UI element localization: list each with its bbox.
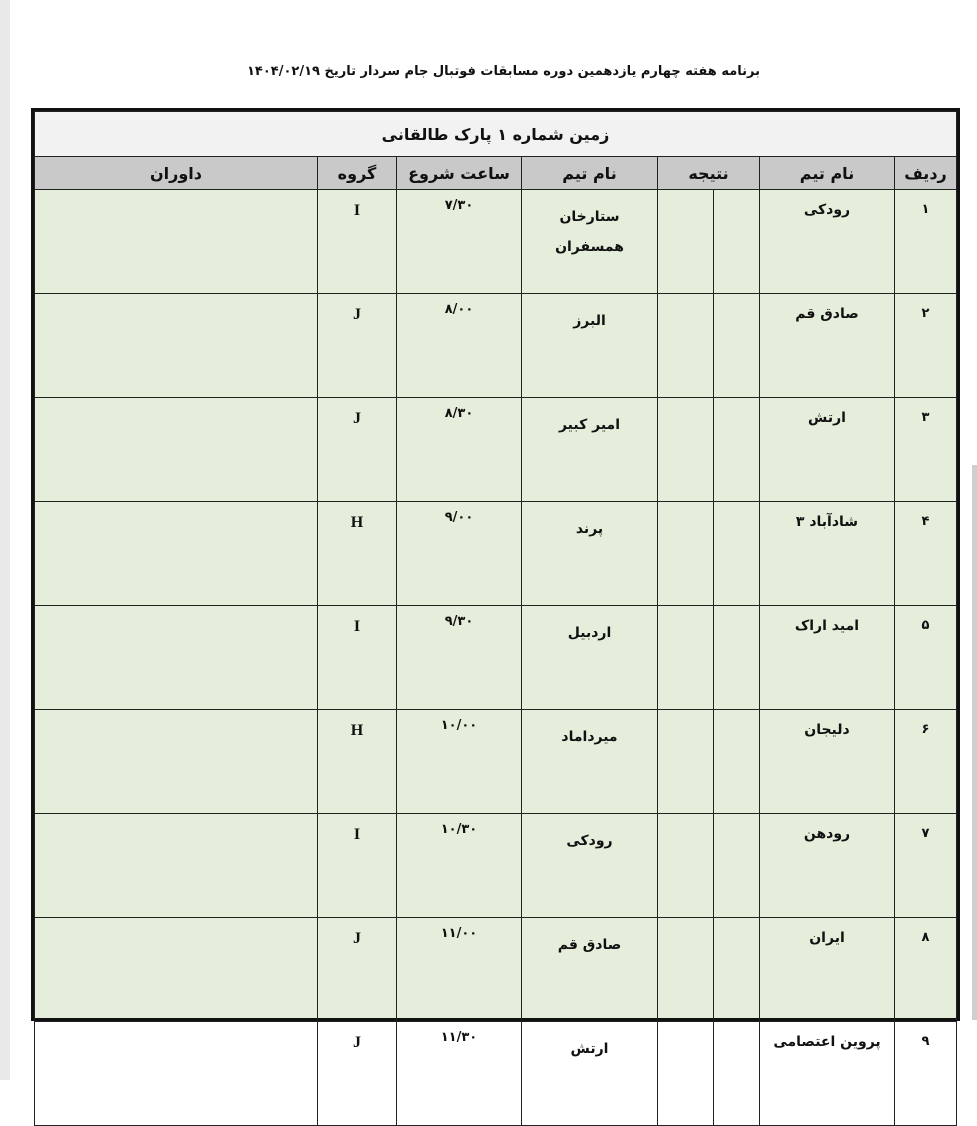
result-cell-a bbox=[714, 710, 760, 814]
referees-cell bbox=[35, 606, 318, 710]
row-number: ۷ bbox=[895, 814, 957, 918]
field-title: زمین شماره ۱ پارک طالقانی bbox=[35, 112, 957, 157]
start-time: ۱۱/۰۰ bbox=[397, 918, 522, 1022]
start-time: ۱۰/۰۰ bbox=[397, 710, 522, 814]
row-number: ۹ bbox=[895, 1022, 957, 1126]
result-cell-a bbox=[714, 294, 760, 398]
header-start-time: ساعت شروع bbox=[397, 157, 522, 190]
team-a-name: پروین اعتصامی bbox=[760, 1022, 895, 1126]
referees-cell bbox=[35, 918, 318, 1022]
group-letter: I bbox=[318, 190, 397, 294]
row-number: ۳ bbox=[895, 398, 957, 502]
result-cell-a bbox=[714, 1022, 760, 1126]
result-cell-b bbox=[658, 710, 714, 814]
schedule-table-frame bbox=[31, 108, 960, 1057]
start-time: ۹/۰۰ bbox=[397, 502, 522, 606]
result-cell-b bbox=[658, 294, 714, 398]
team-b-name bbox=[522, 710, 658, 814]
team-a-name: رودکی bbox=[760, 190, 895, 294]
team-b-name-line: البرز bbox=[573, 313, 606, 329]
header-row-no: ردیف bbox=[895, 157, 957, 190]
team-b-name-line: ارتش bbox=[570, 1041, 609, 1057]
team-b-name-line: رودکی bbox=[566, 833, 613, 849]
result-cell-b bbox=[658, 606, 714, 710]
result-cell-a bbox=[714, 606, 760, 710]
result-cell-a bbox=[714, 190, 760, 294]
start-time: ۸/۳۰ bbox=[397, 398, 522, 502]
row-number: ۵ bbox=[895, 606, 957, 710]
schedule-table bbox=[34, 111, 957, 1126]
result-cell-a bbox=[714, 918, 760, 1022]
header-team-b: نام تیم bbox=[522, 157, 658, 190]
page-edge-left bbox=[0, 0, 10, 1080]
team-a-name: رودهن bbox=[760, 814, 895, 918]
header-result: نتیجه bbox=[658, 157, 760, 190]
header-referees: داوران bbox=[35, 157, 318, 190]
referees-cell bbox=[35, 1022, 318, 1126]
start-time: ۸/۰۰ bbox=[397, 294, 522, 398]
referees-cell bbox=[35, 502, 318, 606]
result-cell-b bbox=[658, 918, 714, 1022]
team-a-name: صادق قم bbox=[760, 294, 895, 398]
team-b-name-line: ستارخان bbox=[559, 209, 620, 225]
team-b-name bbox=[522, 606, 658, 710]
team-b-name bbox=[522, 294, 658, 398]
group-letter: J bbox=[318, 294, 397, 398]
team-b-name bbox=[522, 398, 658, 502]
group-letter: J bbox=[318, 1022, 397, 1126]
referees-cell bbox=[35, 814, 318, 918]
team-a-name: شادآباد ۳ bbox=[760, 502, 895, 606]
result-cell-a bbox=[714, 502, 760, 606]
team-b-name-line: صادق قم bbox=[557, 937, 622, 953]
row-number: ۸ bbox=[895, 918, 957, 1022]
table-row bbox=[35, 294, 957, 398]
page-edge-right bbox=[972, 465, 977, 1020]
team-b-name-line: میرداماد bbox=[561, 729, 618, 745]
group-letter: I bbox=[318, 814, 397, 918]
group-letter: J bbox=[318, 398, 397, 502]
result-cell-b bbox=[658, 1022, 714, 1126]
group-letter: J bbox=[318, 918, 397, 1022]
table-row bbox=[35, 814, 957, 918]
start-time: ۹/۳۰ bbox=[397, 606, 522, 710]
header-row bbox=[35, 157, 957, 190]
table-row bbox=[35, 710, 957, 814]
start-time: ۷/۳۰ bbox=[397, 190, 522, 294]
row-number: ۶ bbox=[895, 710, 957, 814]
document-title: برنامه هفته چهارم یازدهمین دوره مسابقات فوتبال جام سردار تاریخ ۱۴۰۴/۰۲/۱۹ bbox=[247, 64, 760, 79]
referees-cell bbox=[35, 710, 318, 814]
group-letter: H bbox=[318, 502, 397, 606]
group-letter: H bbox=[318, 710, 397, 814]
table-row bbox=[35, 606, 957, 710]
header-group: گروه bbox=[318, 157, 397, 190]
team-b-name-line: اردبیل bbox=[567, 625, 612, 641]
result-cell-b bbox=[658, 814, 714, 918]
team-b-name-line: امیر کبیر bbox=[558, 417, 621, 433]
row-number: ۲ bbox=[895, 294, 957, 398]
header-team-a: نام تیم bbox=[760, 157, 895, 190]
team-a-name: امید اراک bbox=[760, 606, 895, 710]
team-a-name: ایران bbox=[760, 918, 895, 1022]
team-b-name bbox=[522, 502, 658, 606]
result-cell-b bbox=[658, 190, 714, 294]
row-number: ۱ bbox=[895, 190, 957, 294]
row-number: ۴ bbox=[895, 502, 957, 606]
team-a-name: دلیجان bbox=[760, 710, 895, 814]
team-b-name bbox=[522, 918, 658, 1022]
team-a-name: ارتش bbox=[760, 398, 895, 502]
start-time: ۱۰/۳۰ bbox=[397, 814, 522, 918]
start-time: ۱۱/۳۰ bbox=[397, 1022, 522, 1126]
table-row bbox=[35, 190, 957, 294]
table-row bbox=[35, 398, 957, 502]
referees-cell bbox=[35, 398, 318, 502]
team-b-name-line: همسفران bbox=[555, 239, 624, 255]
team-b-name-line: پرند bbox=[575, 521, 604, 537]
result-cell-b bbox=[658, 502, 714, 606]
table-row bbox=[35, 502, 957, 606]
referees-cell bbox=[35, 190, 318, 294]
referees-cell bbox=[35, 294, 318, 398]
result-cell-a bbox=[714, 398, 760, 502]
team-b-name bbox=[522, 814, 658, 918]
team-b-name bbox=[522, 190, 658, 294]
table-row bbox=[35, 918, 957, 1022]
result-cell-a bbox=[714, 814, 760, 918]
table-row bbox=[35, 1022, 957, 1126]
team-b-name bbox=[522, 1022, 658, 1126]
group-letter: I bbox=[318, 606, 397, 710]
result-cell-b bbox=[658, 398, 714, 502]
